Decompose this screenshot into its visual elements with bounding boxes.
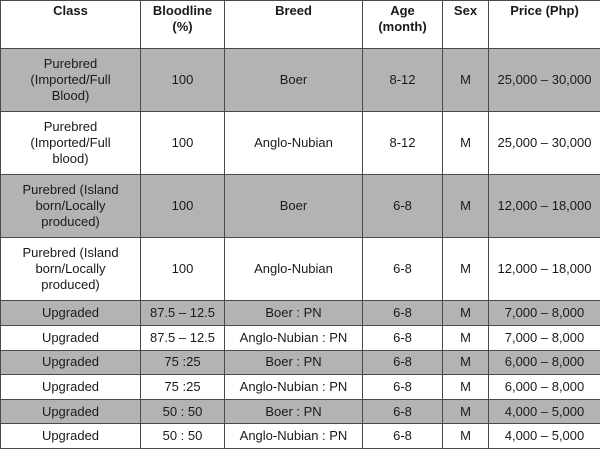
cell-class-line: (Imported/Full	[30, 135, 111, 151]
cell-bloodline: 100	[141, 238, 225, 301]
cell-price: 12,000 – 18,000	[489, 238, 600, 301]
cell-class-line: born/Locally	[35, 261, 106, 277]
table-row	[1, 175, 600, 238]
cell-age: 6-8	[363, 424, 443, 449]
cell-sex: M	[443, 399, 489, 424]
cell-class-line: produced)	[41, 277, 100, 293]
cell-bloodline: 87.5 – 12.5	[141, 301, 225, 326]
cell-sex: M	[443, 325, 489, 350]
table-row	[1, 375, 600, 400]
cell-class-line: Upgraded	[41, 428, 100, 444]
cell-price: 12,000 – 18,000	[489, 175, 600, 238]
table-row	[1, 399, 600, 424]
cell-age: 8-12	[363, 49, 443, 112]
cell-class-line: Upgraded	[41, 329, 100, 345]
cell-sex: M	[443, 238, 489, 301]
cell-class-line: Upgraded	[41, 354, 100, 370]
cell-class	[1, 112, 141, 175]
cell-bloodline: 100	[141, 112, 225, 175]
cell-breed: Boer : PN	[225, 350, 363, 375]
cell-class-line: Upgraded	[41, 305, 100, 321]
cell-price: 7,000 – 8,000	[489, 325, 600, 350]
cell-class	[1, 399, 141, 424]
cell-class-line: Purebred (Island	[22, 182, 119, 198]
cell-age: 6-8	[363, 175, 443, 238]
header-age	[363, 1, 443, 49]
cell-price: 6,000 – 8,000	[489, 350, 600, 375]
header-bloodline	[141, 1, 225, 49]
header-sex-label: Sex	[453, 3, 478, 18]
cell-bloodline: 87.5 – 12.5	[141, 325, 225, 350]
cell-class-line: Purebred	[43, 56, 98, 72]
cell-age: 6-8	[363, 238, 443, 301]
cell-class-line: Blood)	[51, 88, 90, 104]
cell-price: 6,000 – 8,000	[489, 375, 600, 400]
cell-price: 4,000 – 5,000	[489, 399, 600, 424]
cell-class	[1, 301, 141, 326]
cell-class-line: Upgraded	[41, 378, 100, 394]
cell-age: 8-12	[363, 112, 443, 175]
cell-sex: M	[443, 375, 489, 400]
table-row	[1, 301, 600, 326]
table-row	[1, 238, 600, 301]
cell-breed: Boer	[225, 49, 363, 112]
cell-bloodline: 100	[141, 175, 225, 238]
cell-breed: Anglo-Nubian : PN	[225, 325, 363, 350]
cell-price: 7,000 – 8,000	[489, 301, 600, 326]
cell-bloodline: 75 :25	[141, 350, 225, 375]
cell-age: 6-8	[363, 325, 443, 350]
cell-sex: M	[443, 112, 489, 175]
cell-breed: Boer	[225, 175, 363, 238]
cell-breed: Anglo-Nubian : PN	[225, 424, 363, 449]
cell-class	[1, 350, 141, 375]
cell-class	[1, 375, 141, 400]
cell-bloodline: 75 :25	[141, 375, 225, 400]
cell-sex: M	[443, 350, 489, 375]
cell-age: 6-8	[363, 350, 443, 375]
cell-sex: M	[443, 424, 489, 449]
header-breed	[225, 1, 363, 49]
cell-bloodline: 50 : 50	[141, 399, 225, 424]
cell-class	[1, 424, 141, 449]
cell-bloodline: 100	[141, 49, 225, 112]
header-class	[1, 1, 141, 49]
cell-age: 6-8	[363, 375, 443, 400]
cell-class-line: Upgraded	[41, 403, 100, 419]
cell-class-line: blood)	[52, 151, 89, 167]
cell-age: 6-8	[363, 399, 443, 424]
cell-class-line: produced)	[41, 214, 100, 230]
header-age-unit: (month)	[378, 19, 427, 34]
cell-class	[1, 325, 141, 350]
cell-price: 25,000 – 30,000	[489, 112, 600, 175]
header-age-label: Age	[390, 3, 415, 18]
cell-breed: Boer : PN	[225, 399, 363, 424]
cell-class	[1, 238, 141, 301]
cell-class	[1, 175, 141, 238]
header-breed-label: Breed	[275, 3, 312, 18]
table-row	[1, 49, 600, 112]
cell-class-line: (Imported/Full	[30, 72, 111, 88]
cell-age: 6-8	[363, 301, 443, 326]
cell-class-line: born/Locally	[35, 198, 106, 214]
header-row	[1, 1, 600, 49]
header-class-label: Class	[53, 3, 88, 18]
cell-breed: Anglo-Nubian	[225, 112, 363, 175]
cell-price: 25,000 – 30,000	[489, 49, 600, 112]
header-price	[489, 1, 600, 49]
table-row	[1, 325, 600, 350]
table-row	[1, 112, 600, 175]
header-sex	[443, 1, 489, 49]
header-price-label: Price (Php)	[510, 3, 579, 18]
cell-sex: M	[443, 49, 489, 112]
cell-class-line: Purebred (Island	[22, 245, 119, 261]
cell-breed: Anglo-Nubian : PN	[225, 375, 363, 400]
cell-breed: Boer : PN	[225, 301, 363, 326]
cell-sex: M	[443, 175, 489, 238]
cell-bloodline: 50 : 50	[141, 424, 225, 449]
table-row	[1, 424, 600, 449]
cell-class-line: Purebred	[43, 119, 98, 135]
table-body	[1, 49, 600, 449]
cell-price: 4,000 – 5,000	[489, 424, 600, 449]
table-row	[1, 350, 600, 375]
header-bloodline-label: Bloodline	[152, 3, 213, 18]
header-bloodline-unit: (%)	[172, 19, 193, 34]
cell-sex: M	[443, 301, 489, 326]
cell-class	[1, 49, 141, 112]
cell-breed: Anglo-Nubian	[225, 238, 363, 301]
